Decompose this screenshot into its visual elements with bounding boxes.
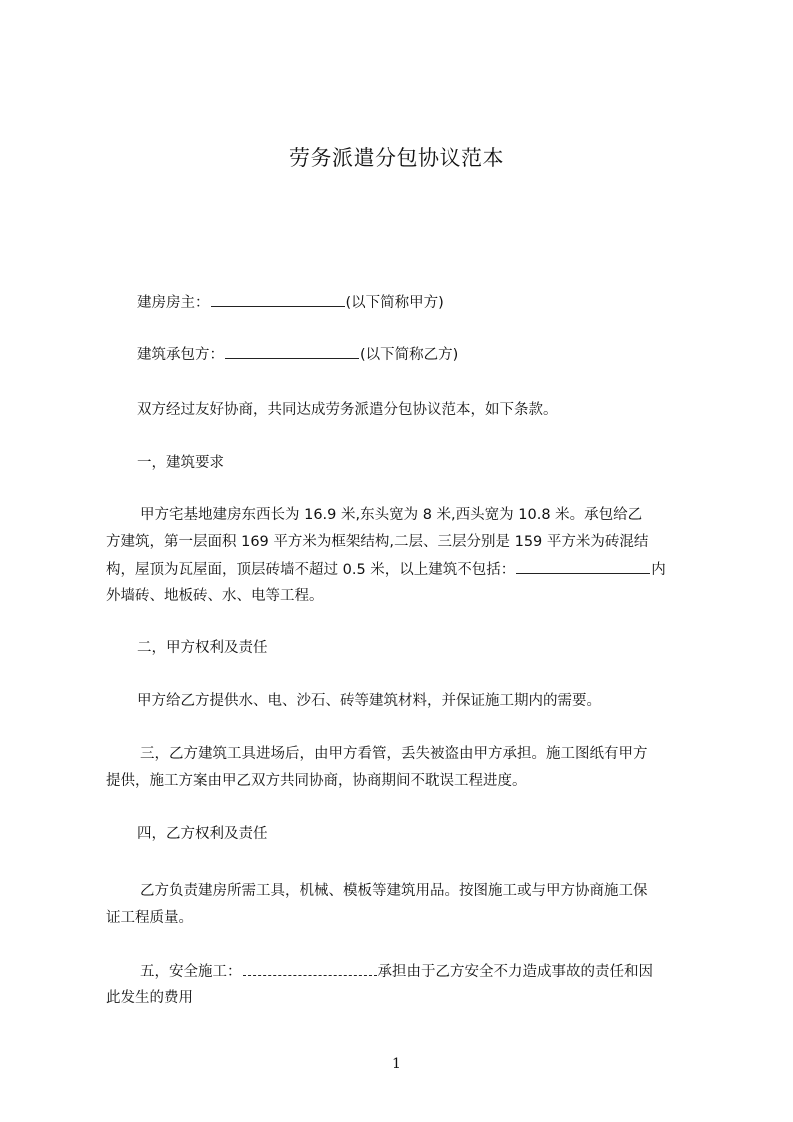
- section-2-body: 甲方给乙方提供水、电、沙石、砖等建筑材料，并保证施工期内的需要。: [137, 693, 601, 709]
- section-1-line-3: [106, 559, 666, 580]
- section-1-line-3-prefix: 构，屋顶为瓦屋面，顶层砖墙不超过 0.5 米，以上建筑不包括：: [106, 562, 516, 578]
- section-5-line-2: 此发生的费用: [106, 990, 193, 1006]
- section-4-line-1: 乙方负责建房所需工具，机械、模板等建筑用品。按图施工或与甲方协商施工保: [140, 883, 648, 899]
- section-5-line-1: [140, 961, 653, 982]
- party-a-line: [137, 292, 444, 313]
- section-5-line-1-prefix: 五，安全施工：: [140, 964, 242, 980]
- document-title: 劳务派遣分包协议范本: [289, 146, 504, 170]
- section-3-line-2: 提供，施工方案由甲乙双方共同协商，协商期间不耽误工程进度。: [106, 773, 527, 789]
- party-a-blank[interactable]: [211, 292, 345, 307]
- party-b-suffix: (以下简称乙方): [360, 347, 459, 363]
- party-a-suffix: (以下简称甲方): [345, 295, 444, 311]
- excluded-items-blank[interactable]: [516, 559, 650, 574]
- intro-paragraph: 双方经过友好协商，共同达成劳务派遣分包协议范本，如下条款。: [137, 402, 558, 418]
- party-b-blank[interactable]: [225, 344, 359, 359]
- section-1-line-2: 方建筑，第一层面积 169 平方米为框架结构,二层、三层分别是 159 平方米为砖混结: [106, 534, 649, 550]
- section-4-line-2: 证工程质量。: [106, 910, 193, 926]
- section-1-line-1: 甲方宅基地建房东西长为 16.9 米,东头宽为 8 米,西头宽为 10.8 米。承包给乙: [140, 507, 643, 523]
- section-1-line-3-suffix: 内: [651, 562, 666, 578]
- section-3-line-1: 三，乙方建筑工具进场后，由甲方看管，丢失被盗由甲方承担。施工图纸有甲方: [140, 746, 648, 762]
- party-b-line: [137, 344, 458, 365]
- section-2-heading: 二，甲方权利及责任: [137, 640, 268, 656]
- party-b-label: 建筑承包方：: [137, 347, 224, 363]
- page-number: 1: [392, 1056, 401, 1072]
- section-1-heading: 一，建筑要求: [137, 455, 224, 471]
- party-a-label: 建房房主：: [137, 295, 210, 311]
- section-1-line-4: 外墙砖、地板砖、水、电等工程。: [106, 588, 324, 604]
- section-5-line-1-suffix: 承担由于乙方安全不力造成事故的责任和因: [377, 964, 653, 980]
- section-4-heading: 四，乙方权利及责任: [137, 826, 268, 842]
- safety-party-blank[interactable]: [243, 961, 377, 976]
